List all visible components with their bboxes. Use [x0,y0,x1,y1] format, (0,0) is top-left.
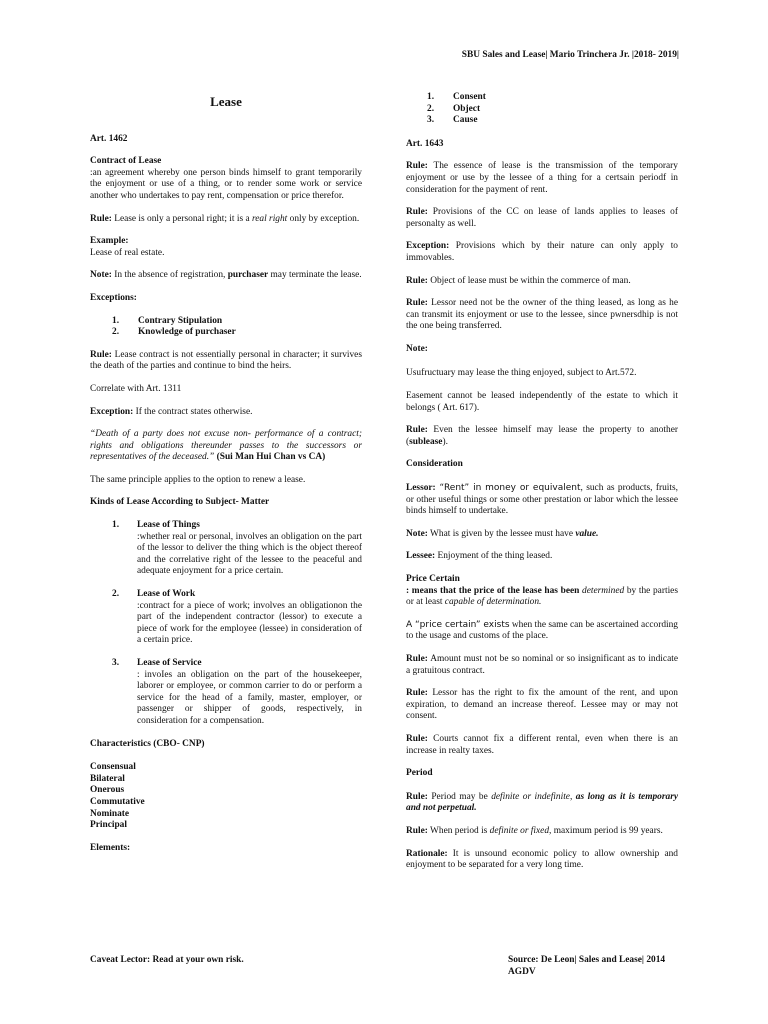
kind-number: 3. [112,658,120,668]
rule-emphasis: definite or fixed, [489,825,552,836]
rule-text: maximum period is 99 years. [551,825,663,836]
quote-citation: (Sui Man Hui Chan vs CA) [214,452,326,463]
example-text: Lease of real estate. [90,247,165,258]
elements-heading: Elements: [90,842,131,853]
characteristic-item: Consensual [90,762,136,773]
characteristic-item: Bilateral [90,773,125,784]
kind-body [137,520,362,578]
rule-text: Even the lessee himself may lease the property to another ( [406,425,678,447]
rule-text: When period is [427,825,490,836]
example-block [90,236,362,259]
contract-heading: Contract of Lease [90,156,162,167]
kind-number: 2. [112,589,120,600]
rule-label: Rule: [406,791,428,802]
characteristics-heading: Characteristics (CBO- CNP) [90,738,205,749]
easement-text: Easement cannot be leased independently of the estate to which it belongs ( Art. 617). [406,391,678,413]
list-item [427,115,678,127]
case-quote [90,429,362,464]
list-text: Consent [453,92,486,102]
rule-text: ). [442,436,448,447]
rule-label: Rule: [406,161,428,172]
rule-personal-right [90,214,362,226]
exception-block [406,241,678,264]
list-number: 2. [427,103,435,114]
kind-description: : invoIes an obligation on the part of the housekeeper, laborer or employee, or common carrier to do or perform a service for the head of a family, master, employer, or passenger or shipper of goods, respectively, in consideration for a compensation. [137,669,362,726]
price-text: : means that the price of the lease has been [406,585,583,596]
exception-block [90,407,362,419]
kind-description: :whether real or personal, involves an obligation on the part of the lessor to deliver the thing which is the object thereof and the correlative right of the lessee to the peaceful and adequate enjoyment for a price certain. [137,531,362,577]
list-text: Contrary Stipulation [138,315,223,326]
consideration-heading: Consideration [406,459,463,470]
page-header: SBU Sales and Lease| Mario Trinchera Jr. |2018- 2019| [461,50,679,60]
period-heading: Period [406,768,433,779]
elements-list [406,92,678,127]
price-emphasis: determined [582,585,625,596]
same-principle-text: The same principle applies to the option to renew a lease. [90,474,306,485]
rule-block [406,425,678,448]
rule-block [406,654,678,677]
rule-block [406,792,678,815]
price-definition [406,586,678,609]
characteristic-item: Principal [90,820,127,831]
lessor-label: Lessor: [406,483,436,494]
rule-text: Amount must not be so nominal or so insignificant as to indicate a gratuitous contract. [406,654,678,676]
price-text: by the parties or at least [406,585,678,608]
rule-label: Rule: [90,349,112,360]
kind-title: Lease of Work [137,589,196,600]
note-heading: Note: [406,343,428,354]
exceptions-list [90,316,362,339]
right-column [406,92,678,883]
lessor-text: , such as products, fruits, or other useful things or some other prestation or labor which the lessee binds himself to undertake. [406,483,678,517]
kind-body [137,589,362,647]
note-label: Note: [406,528,428,539]
list-number: 3. [427,115,435,126]
list-item [427,104,678,116]
rule-block [406,276,678,288]
note-label: Note: [90,270,112,281]
lessee-block [406,551,678,563]
rule-text: Lease is only a personal right; it is a [111,213,252,224]
rule-text: Provisions of the CC on lease of lands applies to leases of personalty as well. [406,207,678,229]
rule-label: Rule: [406,825,428,836]
rule-label: Rule: [406,733,428,744]
rule-emphasis: real right [251,213,288,224]
kind-title: Lease of Service [137,658,202,668]
rationale-text: It is unsound economic policy to allow ownership and enjoyment to be separated for a very long time. [406,848,678,871]
list-text: Object [453,103,481,114]
footer-source-line: Source: De Leon| Sales and Lease| 2014 [508,955,666,965]
rule-block [406,688,678,723]
list-item [112,316,362,328]
rule-text: The essence of lease is the transmission of the temporary enjoyment or use by the lessee of a thing for a certsain periodf in consideration for the payment of rent. [406,161,678,195]
list-number: 2. [112,327,120,338]
list-item [112,327,362,339]
page-title: Lease [210,94,242,109]
rule-text: Period may be [427,791,492,802]
list-text: Cause [453,115,478,126]
exception-label: Exception: [90,406,134,417]
rationale-label: Rationale: [406,848,448,859]
note-text: What is given by the lessee must have [427,528,576,539]
correlate-text: Correlate with Art. 1311 [90,383,182,394]
note-text: may terminate the lease. [268,270,362,281]
rule-block [406,207,678,230]
rule-text: Courts cannot fix a different rental, even when there is an increase in realty taxes. [406,733,678,756]
kinds-heading: Kinds of Lease According to Subject- Matter [90,497,270,508]
kind-number: 1. [112,520,120,531]
footer-caveat: Caveat Lector: Read at your own risk. [90,955,244,965]
characteristic-item: Onerous [90,785,125,796]
kind-item [90,589,362,647]
rule-emphasis: as long as it is temporary and not perpetual. [406,791,679,814]
rule-emphasis: definite or indefinite [491,791,570,802]
example-label: Example: [90,236,129,247]
list-number: 1. [427,92,435,102]
kind-title: Lease of Things [137,520,200,531]
price-emphasis: capable of determination. [444,597,542,608]
exception-text: If the contract states otherwise. [133,406,253,417]
price-exists-text: when the same can be ascertained according to the usage and customs of the place. [406,619,678,642]
characteristics-list [90,762,362,832]
rule-text: only by exception. [287,213,360,224]
list-item [427,92,678,104]
exception-label: Exception: [406,241,450,252]
lessor-rent: “Rent” in money or equivalent [435,483,581,494]
note-emphasis: value. [575,528,599,539]
rule-label: Rule: [406,688,428,699]
characteristic-item: Commutative [90,796,145,807]
rule-block [406,161,678,196]
usufructuary-text: Usufructuary may lease the thing enjoyed, subject to Art.572. [406,367,637,378]
note-registration [90,270,362,282]
exception-text: Provisions which by their nature can only apply to immovables. [406,241,678,263]
rule-label: Rule: [406,425,428,436]
art-1643-heading: Art. 1643 [406,138,444,149]
footer-source [508,955,688,978]
exceptions-heading: Exceptions: [90,292,137,303]
note-text: In the absence of registration, [111,270,228,281]
rule-label: Rule: [406,654,428,664]
note-value-block [406,529,678,541]
rationale-block [406,849,678,872]
rule-text: , [569,791,576,802]
list-text: Knowledge of purchaser [138,327,236,338]
quote-text: “Death of a party does not excuse non- performance of a contract; rights and obligations thereunder passes to the successors or representatives of the deceased.” [90,429,362,463]
characteristic-item: Nominate [90,808,130,819]
rule-label: Rule: [406,298,428,309]
rule-text: Lessor has the right to fix the amount of the rent, and upon expiration, to demand an increase thereof. Lessee may or may not consent. [406,688,678,722]
rule-block [406,826,678,838]
rule-block [406,298,678,333]
lessor-block [406,483,678,518]
price-heading: Price Certain [406,574,460,585]
contract-definition: :an agreement whereby one person binds himself to grant temporarily the enjoyment or use of a thing, or to render some work or service another who undertakes to pay rent, compensation or price therefor. [90,167,362,201]
rule-label: Rule: [406,207,428,218]
art-1462-heading: Art. 1462 [90,133,128,144]
kind-item [90,658,362,728]
note-emphasis: purchaser [227,270,269,281]
price-certain-block [406,574,678,609]
kind-body [137,658,362,728]
lessee-text: Enjoyment of the thing leased. [435,551,553,562]
footer-source-line: AGDV [508,966,536,977]
rule-emphasis: sublease [409,436,443,447]
rule-text: Lease contract is not essentially personal in character; it survives the death of the parties and continue to bind the heirs. [90,349,362,372]
price-exists-label: A “price certain” exists [406,619,510,630]
lessee-label: Lessee: [406,551,436,562]
price-exists-block [406,620,678,643]
rule-block [406,734,678,757]
contract-of-lease [90,156,362,202]
left-column [90,92,362,865]
rule-not-personal [90,350,362,373]
kind-item [90,520,362,578]
rule-text: Lessor need not be the owner of the thing leased, as long as he can transmit its enjoyment or use to the lessee, since pwnersdhip is not the one being transferred. [406,298,678,332]
kind-description: :contract for a piece of work; involves an obligationon the part of the independent contractor (lessor) to execute a piece of work for the employee (lessee) in consideration of a certain price. [137,600,362,646]
rule-text: Object of lease must be within the commerce of man. [427,275,631,286]
list-number: 1. [112,315,120,326]
rule-label: Rule: [406,275,428,286]
rule-label: Rule: [90,213,112,224]
